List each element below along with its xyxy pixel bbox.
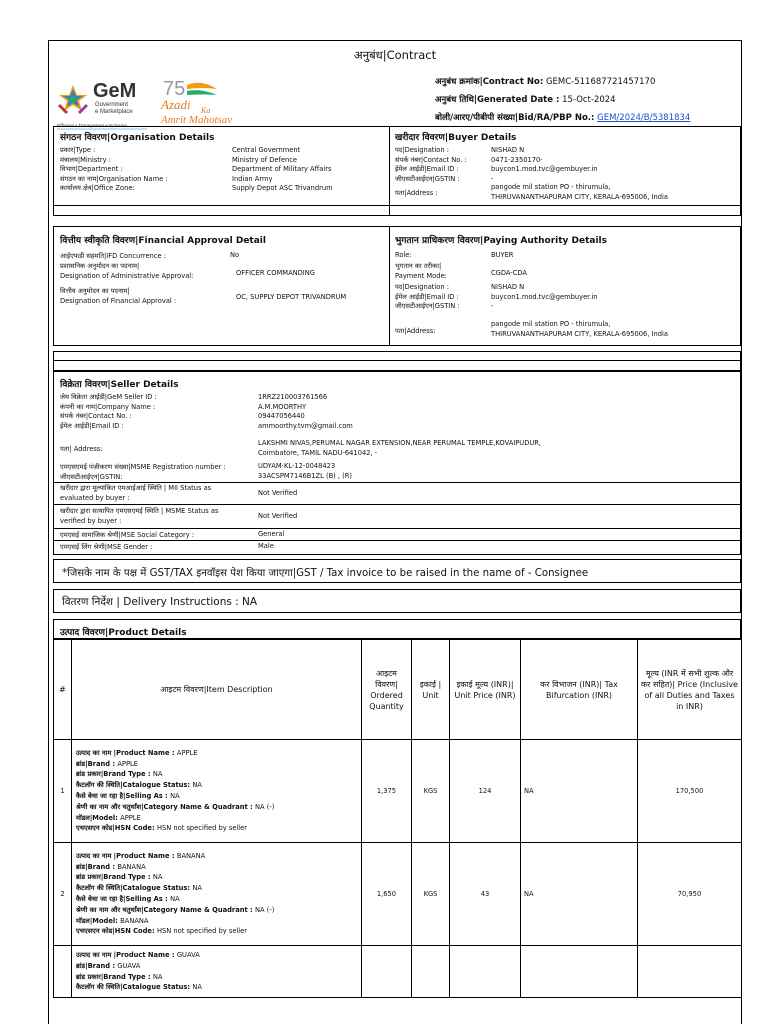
- gem-sub1: Government: [95, 102, 129, 108]
- item-unit-price: [450, 946, 521, 998]
- item-unit: [412, 946, 450, 998]
- item-field-value: NA: [152, 873, 163, 882]
- org-buyer-box: [53, 126, 741, 216]
- detail-row: [60, 412, 730, 422]
- item-unit-price: 43: [450, 843, 521, 946]
- table-row: [54, 740, 742, 843]
- item-total: 170,500: [638, 740, 742, 843]
- seller-address-label: पता| Address:: [60, 445, 103, 453]
- col-tax: कर विभाजन (INR)| Tax Bifurcation (INR): [521, 640, 638, 740]
- table-row: [54, 946, 742, 998]
- item-field-label: कैसे बेचा जा रहा है|Selling As :: [76, 792, 171, 800]
- item-field-value: APPLE: [176, 748, 198, 757]
- item-field-label: कैटलॉग की स्थिति|Catalogue Status:: [76, 983, 193, 992]
- spacer-row-2: [53, 361, 741, 371]
- item-field-label: ब्रांड प्रकार|Brand Type :: [76, 972, 153, 981]
- detail-label: ईमेल आईडी|Email ID :: [395, 292, 459, 301]
- detail-value: Supply Depot ASC Trivandrum: [232, 184, 333, 193]
- seller-details: [60, 393, 730, 431]
- item-field-label: श्रेणी का नाम और चतुर्थांश|Category Name & Quadrant :: [76, 802, 256, 811]
- item-field-label: उत्पाद का नाम |Product Name :: [76, 851, 177, 860]
- item-field-value: BANANA: [176, 851, 206, 860]
- detail-value: NISHAD N: [491, 283, 525, 291]
- item-tax: [521, 946, 638, 998]
- detail-value: 09447056440: [258, 412, 305, 421]
- contract-page: [48, 40, 742, 1024]
- item-total: [638, 946, 742, 998]
- detail-label: जेम विक्रेता आईडी|GeM Seller ID :: [60, 393, 157, 401]
- generated-date-label: अनुबंध तिथि|Generated Date :: [435, 95, 560, 105]
- item-field-value: BANANA: [117, 862, 146, 871]
- contract-no-value: GEMC-511687721457170: [545, 77, 656, 87]
- detail-row: [395, 283, 735, 293]
- item-field-model: [76, 916, 357, 927]
- admin-approval-value: OFFICER COMMANDING: [236, 269, 315, 277]
- delivery-instructions: वितरण निर्देश | Delivery Instructions : NA: [62, 596, 258, 608]
- seller-gstin-label: जीएसटीआईएन|GSTIN:: [60, 473, 123, 481]
- fin-approval-label-en: Designation of Financial Approval :: [60, 296, 177, 305]
- role-value: BUYER: [491, 251, 514, 259]
- admin-approval-label-hi: प्रशासनिक अनुमोदन का पदनाम|: [60, 262, 140, 270]
- item-field-value: HSN not specified by seller: [156, 824, 248, 833]
- msme-status-label-1: खरीदार द्वारा सत्यापित एमएसएमई स्थिति | MSME Status as: [60, 507, 219, 515]
- detail-row: [395, 293, 735, 303]
- detail-row: [395, 165, 735, 175]
- detail-label: पद|Designation :: [395, 283, 449, 291]
- detail-row: [60, 156, 385, 166]
- detail-value: A.M.MOORTHY: [258, 402, 307, 411]
- detail-value: ammoorthy.tvm@gmail.com: [258, 421, 353, 430]
- detail-value: -: [491, 174, 494, 183]
- table-row: [54, 843, 742, 946]
- product-heading-box: [53, 619, 741, 639]
- seller-address: [258, 439, 541, 458]
- paying-address-label: पता|Address:: [395, 327, 436, 335]
- finance-heading: वित्तीय स्वीकृति विवरण|Financial Approval Detail: [60, 236, 266, 246]
- detail-row: [60, 165, 385, 175]
- item-description: [72, 740, 362, 843]
- fin-approval-label-hi: वित्तीय अनुमोदन का पदनाम|: [60, 287, 130, 295]
- payment-mode-value: CGDA-CDA: [491, 269, 528, 277]
- ifd-label: आईएफडी सहमति|IFD Concurrence :: [60, 252, 167, 260]
- spacer-row-1: [53, 351, 741, 361]
- azadi-word: Azadi: [161, 97, 191, 112]
- item-field-label: कैसे बेचा जा रहा है|Selling As :: [76, 895, 171, 903]
- item-field-label: ब्रांड प्रकार|Brand Type :: [76, 770, 153, 779]
- mse-social-label: एमएसई सामाजिक श्रेणी|MSE Social Category :: [60, 531, 195, 539]
- item-field-label: ब्रांड|Brand :: [76, 961, 118, 970]
- detail-row: [60, 175, 385, 185]
- item-field-label: एचएसएन कोड|HSN Code:: [76, 824, 157, 833]
- azadi-number: 75: [163, 78, 186, 100]
- item-field-catalogue: [76, 982, 357, 993]
- amrit-mahotsav: Amrit Mahotsav: [161, 114, 233, 126]
- detail-row: [395, 302, 735, 312]
- col-unit: इकाई | Unit: [412, 640, 450, 740]
- buyer-details: [395, 146, 735, 184]
- seller-gstin-value: 33ACSPM7146B1ZL (B) , (R): [258, 472, 353, 480]
- org-heading: संगठन विवरण|Organisation Details: [60, 133, 215, 143]
- detail-value: -: [491, 302, 494, 311]
- payment-mode-label: [395, 262, 447, 281]
- detail-row: [395, 156, 735, 166]
- fin-approval-label: [60, 287, 176, 306]
- item-field-brand-type: [76, 769, 357, 780]
- col-quantity: आइटम विवरण| Ordered Quantity: [362, 640, 412, 740]
- item-field-label: मॉडल|Model:: [76, 916, 121, 925]
- page-title: अनुबंध|Contract: [353, 48, 437, 62]
- paying-heading: भुगतान प्राधिकरण विवरण|Paying Authority Details: [395, 236, 608, 246]
- seller-box: [53, 371, 741, 555]
- mse-social-value: General: [258, 530, 285, 538]
- item-field-label: ब्रांड|Brand :: [76, 759, 118, 768]
- gst-note-box: [53, 559, 741, 583]
- item-field-label: मॉडल|Model:: [76, 813, 121, 822]
- org-details: [60, 146, 385, 194]
- item-field-label: एचएसएन कोड|HSN Code:: [76, 927, 157, 936]
- item-description: [72, 946, 362, 998]
- gem-sub2: e Marketplace: [95, 109, 133, 115]
- buyer-address-line2: THIRUVANANTHAPURAM CITY, KERALA-695006, India: [491, 192, 668, 201]
- bid-no-link[interactable]: GEM/2024/B/5381834: [597, 113, 691, 123]
- item-field-value: NA (-): [255, 905, 275, 914]
- detail-value: Department of Military Affairs: [232, 165, 332, 174]
- detail-label: जीएसटीआईएन|GSTIN :: [395, 302, 460, 311]
- item-field-name: [76, 748, 357, 759]
- payment-mode-label-en: Payment Mode:: [395, 271, 447, 280]
- detail-label: पद|Designation :: [395, 146, 449, 154]
- detail-value: NISHAD N: [491, 146, 525, 154]
- col-description: आइटम विवरण|Item Description: [72, 640, 362, 740]
- mse-gender-label: एमएसई लिंग श्रेणी|MSE Gender :: [60, 543, 153, 551]
- detail-label: कंपनी का नाम|Company Name :: [60, 402, 156, 411]
- contract-meta: [435, 73, 690, 127]
- gst-note: *जिसके नाम के पक्ष में GST/TAX इनवॉइस पेश किया जाएगा|GST / Tax invoice to be raised in the name of - Consignee: [62, 568, 589, 579]
- item-field-value: NA: [170, 895, 180, 903]
- detail-row: [60, 184, 385, 194]
- payment-mode-label-hi: भुगतान का तरीका|: [395, 262, 442, 270]
- item-field-label: ब्रांड|Brand :: [76, 862, 118, 871]
- bid-no-label: बोली/आरए/पीबीपी संख्या|Bid/RA/PBP No.:: [435, 113, 595, 123]
- item-field-value: APPLE: [120, 813, 141, 822]
- buyer-address-label: पता|Address :: [395, 189, 438, 197]
- item-field-value: NA: [192, 884, 202, 893]
- item-tax: NA: [521, 740, 638, 843]
- item-field-label: कैटलॉग की स्थिति|Catalogue Status:: [76, 781, 193, 790]
- detail-value: 0471-2350170-: [491, 155, 543, 164]
- item-field-hsn: [76, 823, 357, 834]
- item-field-brand-type: [76, 972, 357, 983]
- item-field-category: [76, 905, 357, 916]
- paying-address-line2: THIRUVANANTHAPURAM CITY, KERALA-695006, India: [491, 329, 668, 338]
- item-field-value: BANANA: [120, 916, 149, 925]
- item-field-value: NA: [192, 781, 202, 790]
- mii-status-label-1: खरीदार द्वारा मूल्यांकित एमआईआई स्थिति | MII Status as: [60, 484, 212, 492]
- mii-status-value: Not Verified: [258, 489, 298, 497]
- item-unit-price: 124: [450, 740, 521, 843]
- row-number: [54, 946, 72, 998]
- row-number: 2: [54, 843, 72, 946]
- detail-label: संगठन का नाम|Organisation Name :: [60, 174, 168, 183]
- paying-address: [491, 320, 668, 339]
- item-field-value: NA (-): [255, 802, 275, 811]
- detail-value: 1RRZ210003761566: [258, 393, 328, 401]
- detail-value: buycon1.mod.tvc@gembuyer.in: [491, 165, 598, 174]
- item-field-value: GUAVA: [176, 951, 200, 959]
- gem-tagline: Efficient • Transparent • Inclusive: [57, 124, 127, 129]
- detail-label: ईमेल आईडी|Email ID :: [60, 421, 124, 430]
- admin-approval-label-en: Designation of Administrative Approval:: [60, 271, 194, 280]
- buyer-address: [491, 183, 668, 202]
- detail-row: [60, 393, 730, 403]
- item-field-value: NA: [192, 983, 202, 992]
- item-field-value: NA: [152, 770, 163, 779]
- fin-approval-value: OC, SUPPLY DEPOT TRIVANDRUM: [236, 293, 347, 301]
- item-field-label: ब्रांड प्रकार|Brand Type :: [76, 873, 153, 882]
- msme-reg-label: एमएसएमई पंजीकरण संख्या|MSME Registration number :: [60, 463, 226, 471]
- item-quantity: [362, 946, 412, 998]
- detail-label: संपर्क नंबर|Contact No. :: [395, 155, 467, 164]
- item-field-brand: [76, 961, 357, 972]
- product-table-body: [54, 740, 742, 998]
- paying-address-line1: pangode mil station PO - thirumula,: [491, 320, 611, 328]
- detail-value: Indian Army: [232, 174, 273, 183]
- detail-value: buycon1.mod.tvc@gembuyer.in: [491, 292, 598, 301]
- product-table-header: [54, 640, 742, 740]
- item-field-model: [76, 813, 357, 824]
- detail-row: [60, 422, 730, 432]
- product-table: [53, 639, 742, 998]
- detail-label: संपर्क नंबर|Contact No. :: [60, 412, 132, 421]
- buyer-heading: खरीदार विवरण|Buyer Details: [395, 133, 517, 143]
- detail-label: जीएसटीआईएन|GSTIN :: [395, 174, 460, 183]
- item-field-label: श्रेणी का नाम और चतुर्थांश|Category Name & Quadrant :: [76, 905, 256, 914]
- generated-date-value: 15-Oct-2024: [562, 95, 616, 105]
- col-num: #: [54, 640, 72, 740]
- finance-paying-box: [53, 226, 741, 346]
- item-field-name: [76, 950, 357, 961]
- ifd-value: No: [230, 251, 240, 259]
- mii-status-label: [60, 484, 250, 503]
- item-field-brand: [76, 862, 357, 873]
- role-label: Role:: [395, 251, 412, 259]
- mii-status-label-2: evaluated by buyer :: [60, 493, 130, 502]
- item-total: 70,950: [638, 843, 742, 946]
- col-total: मूल्य (INR में सभी शुल्क और कर सहित)| Price (Inclusive of all Duties and Taxes in INR): [638, 640, 742, 740]
- item-field-label: उत्पाद का नाम |Product Name :: [76, 748, 177, 757]
- item-field-hsn: [76, 926, 357, 937]
- item-field-category: [76, 802, 357, 813]
- detail-row: [395, 146, 735, 156]
- seller-heading: विक्रेता विवरण|Seller Details: [60, 380, 179, 390]
- row-number: 1: [54, 740, 72, 843]
- detail-label: मंत्रालय|Ministry :: [60, 155, 112, 164]
- item-field-selling: [76, 791, 357, 802]
- contract-no-label: अनुबंध क्रमांक|Contract No:: [435, 77, 544, 87]
- detail-value: Central Government: [232, 146, 301, 154]
- item-field-catalogue: [76, 780, 357, 791]
- item-field-name: [76, 851, 357, 862]
- detail-row: [60, 146, 385, 156]
- msme-status-label: [60, 507, 250, 526]
- paying-details: [395, 283, 735, 312]
- msme-status-value: Not Verified: [258, 512, 298, 520]
- item-field-label: उत्पाद का नाम |Product Name :: [76, 951, 177, 959]
- delivery-box: [53, 589, 741, 613]
- item-unit: KGS: [412, 740, 450, 843]
- item-field-value: GUAVA: [117, 961, 141, 970]
- item-field-label: कैटलॉग की स्थिति|Catalogue Status:: [76, 884, 193, 893]
- msme-status-label-2: verified by buyer :: [60, 516, 122, 525]
- item-field-brand-type: [76, 872, 357, 883]
- item-description: [72, 843, 362, 946]
- item-field-value: APPLE: [117, 759, 138, 768]
- item-field-catalogue: [76, 883, 357, 894]
- col-unit-price: इकाई मूल्य (INR)| Unit Price (INR): [450, 640, 521, 740]
- detail-label: विभाग|Department :: [60, 165, 123, 174]
- msme-reg-value: UDYAM-KL-12-0048423: [258, 462, 336, 470]
- item-quantity: 1,650: [362, 843, 412, 946]
- detail-label: प्रकार|Type :: [60, 146, 96, 154]
- admin-approval-label: [60, 262, 193, 281]
- item-quantity: 1,375: [362, 740, 412, 843]
- item-tax: NA: [521, 843, 638, 946]
- gem-wordmark: GeM: [93, 80, 137, 102]
- buyer-address-line1: pangode mil station PO - thirumula,: [491, 183, 611, 191]
- item-field-value: NA: [170, 792, 180, 800]
- item-field-value: NA: [152, 972, 163, 981]
- azadi-ka: Ka: [201, 106, 211, 115]
- seller-address-line1: LAKSHMI NIVAS,PERUMAL NAGAR EXTENSION,NEAR PERUMAL TEMPLE,KOVAIPUDUR,: [258, 439, 542, 447]
- seller-address-line2: Coimbatore, TAMIL NADU-641042, -: [258, 448, 378, 457]
- product-heading: उत्पाद विवरण|Product Details: [60, 628, 187, 638]
- detail-label: ईमेल आईडी|Email ID :: [395, 165, 459, 174]
- item-unit: KGS: [412, 843, 450, 946]
- detail-value: Ministry of Defence: [232, 155, 297, 164]
- mse-gender-value: Male: [258, 542, 274, 550]
- item-field-value: HSN not specified by seller: [156, 927, 248, 936]
- detail-row: [60, 403, 730, 413]
- item-field-selling: [76, 894, 357, 905]
- detail-label: कार्यालय क्षेत्र|Office Zone:: [60, 184, 135, 193]
- item-field-brand: [76, 759, 357, 770]
